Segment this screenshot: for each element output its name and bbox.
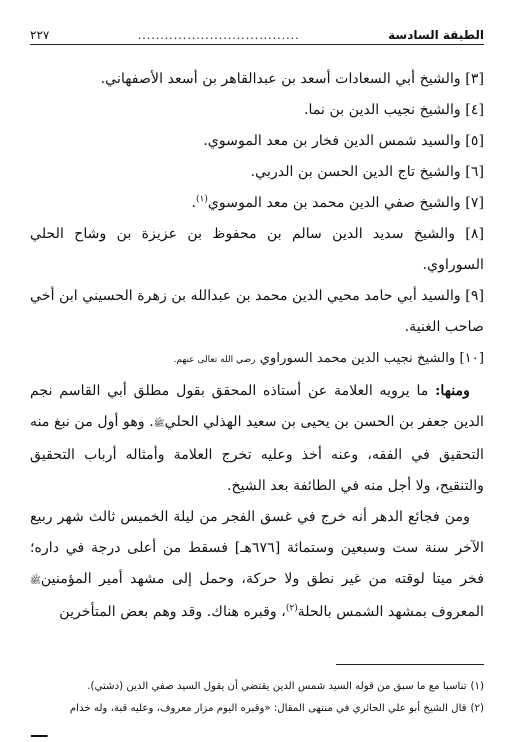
footnote-text: تناسبا مع ما سبق من قوله السيد شمس الدين يقتضي أن يقول السيد صفي الدين (دشتي). bbox=[87, 681, 467, 692]
page-number: ٢٢٧ bbox=[30, 28, 50, 42]
chapter-title: الطبقة السادسة bbox=[388, 28, 484, 42]
paragraph-text: . وهو أول من نبغ منه التحقيق في الفقه، وعنه أخذ وعليه تخرج العلامة وأمثاله أرباب التحقيق والتنقيح، ولا أجل منه في الطائفة بعد الشيخ. bbox=[30, 414, 484, 494]
honorific-symbol: ﷺ bbox=[30, 576, 41, 586]
paragraph bbox=[30, 502, 484, 628]
list-item: [٦] والشيخ تاج الدين الحسن بن الدربي. bbox=[250, 164, 484, 180]
paragraph-text: ما يرويه العلامة عن أستاذه المحقق بقول مطلق أبي القاسم نجم الدين جعفر بن الحسن بن يحيى بن سعيد الهذلي الحلي bbox=[30, 383, 484, 430]
continuation-mark: ـــ bbox=[31, 722, 48, 741]
list-item: [٣] والشيخ أبي السعادات أسعد بن عبدالقاهر بن أسعد الأصفهاني. bbox=[100, 71, 484, 87]
paragraph-text: المعروف بمشهد الشمس بالحلة bbox=[297, 604, 484, 620]
footnotes bbox=[30, 676, 484, 720]
paragraph bbox=[30, 376, 484, 502]
footnote-number: (٢) bbox=[470, 703, 484, 714]
paragraph-lead: ومنها: bbox=[435, 383, 470, 399]
paragraph-text: ومن فجائع الدهر أنه خرج في غسق الفجر من ليلة الخميس ثالث شهر ربيع الآخر سنة ست وسبعين وستمائة [٦٧٦هـ] فسقط من أعلى درجة في داره؛ فخر ميتا لوقته من غير نطق ولا حركة، وحمل إلى مشهد أمير المؤمنين bbox=[30, 509, 484, 587]
footnote-number: (١) bbox=[470, 681, 484, 692]
paragraph-text: ، وقبره هناك. وقد وهم بعض المتأخرين bbox=[59, 604, 286, 620]
main-text bbox=[30, 64, 484, 628]
honorific-symbol: ﷺ bbox=[153, 419, 165, 429]
footnote-ref: (١) bbox=[195, 194, 208, 205]
list-item: [٥] والسيد شمس الدين فخار بن معد الموسوي. bbox=[203, 133, 484, 149]
header-leader-dots: .................................... bbox=[137, 28, 300, 42]
footnote-text: قال الشيخ أبو علي الحائري في منتهى المقال: «وقبره اليوم مزار معروف، وعليه قبة، وله خدام bbox=[69, 703, 467, 714]
list-item bbox=[30, 343, 484, 376]
footnote bbox=[30, 676, 484, 698]
list-item: [٤] والشيخ نجيب الدين بن نما. bbox=[304, 102, 484, 118]
list-item: [٨] والشيخ سديد الدين سالم بن محفوظ بن عزيزة بن وشاح الحلي السوراوي. bbox=[30, 226, 484, 273]
footnote-ref: (٢) bbox=[285, 603, 298, 614]
page-header bbox=[30, 26, 484, 45]
list-item: [٩] والسيد أبي حامد محيي الدين محمد بن عبدالله بن زهرة الحسيني ابن أخي صاحب الغنية. bbox=[30, 288, 484, 335]
footnote bbox=[30, 698, 484, 720]
honorific-text: رضي الله تعالى عنهم. bbox=[173, 355, 256, 365]
footnote-divider bbox=[336, 664, 484, 665]
list-item-text: [٧] والشيخ صفي الدين محمد بن معد الموسوي bbox=[207, 195, 484, 211]
list-item-text: [١٠] والشيخ نجيب الدين محمد السوراوي bbox=[259, 351, 484, 366]
list-item: [٧] والشيخ صفي الدين محمد بن معد الموسوي$^{(١)}$. bbox=[191, 194, 484, 211]
